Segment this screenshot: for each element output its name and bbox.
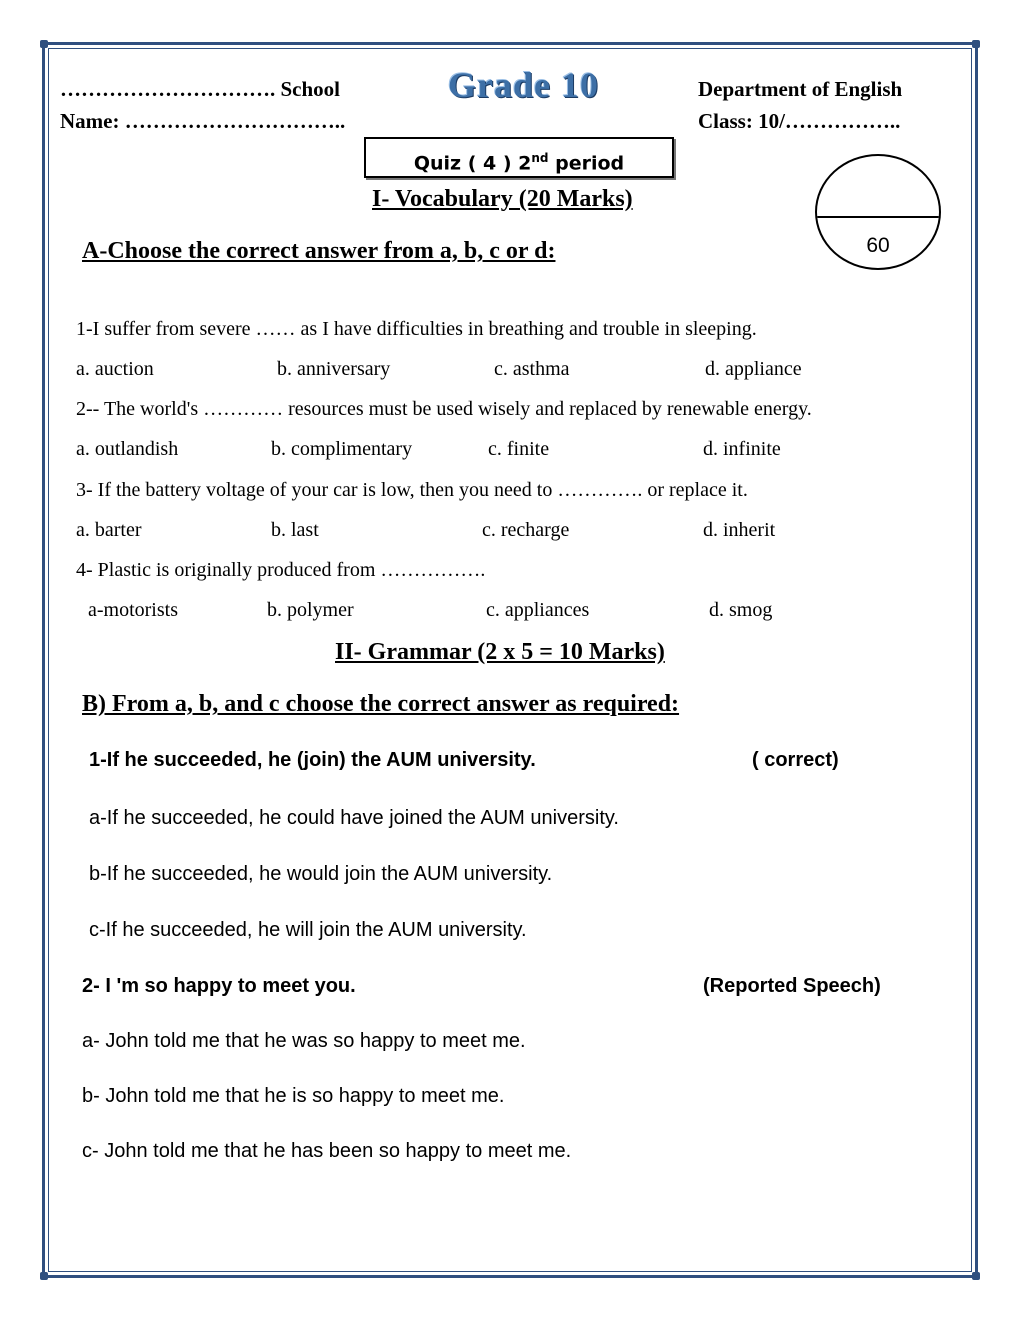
score-circle	[815, 154, 941, 270]
grammar-option: c- John told me that he has been so happy to meet me.	[82, 1140, 572, 1162]
grammar-question-1-tag: ( correct)	[752, 749, 839, 771]
corner-ornament	[40, 1272, 48, 1280]
quiz-title: Quiz ( 4 ) 2	[413, 152, 532, 175]
vocab-option: a. outlandish	[76, 438, 179, 460]
vocabulary-instruction: A-Choose the correct answer from a, b, c or d:	[82, 238, 556, 264]
name-field: Name: …………………………..	[60, 109, 346, 133]
vocab-option: b. complimentary	[271, 438, 413, 460]
corner-ornament	[972, 1272, 980, 1280]
corner-ornament	[972, 40, 980, 48]
vocab-option: c. appliances	[486, 599, 590, 621]
vocab-option: a. barter	[76, 519, 142, 541]
vocab-option: c. finite	[488, 438, 550, 460]
grammar-question-2-tag: (Reported Speech)	[703, 975, 881, 997]
quiz-title-box	[364, 137, 674, 178]
vocab-option: b. anniversary	[277, 358, 391, 380]
grammar-question-1: 1-If he succeeded, he (join) the AUM university.	[89, 749, 536, 771]
quiz-ordinal: nd	[531, 151, 549, 165]
grammar-option: a-If he succeeded, he could have joined the AUM university.	[89, 807, 619, 829]
grade-title: Grade 10	[448, 65, 599, 105]
vocab-option: c. recharge	[482, 519, 570, 541]
class-field: Class: 10/……………..	[698, 109, 901, 133]
vocab-option: d. inherit	[703, 519, 776, 541]
corner-ornament	[40, 40, 48, 48]
grammar-instruction: B) From a, b, and c choose the correct answer as required:	[82, 691, 680, 717]
vocab-question-4: 4- Plastic is originally produced from …………….	[76, 559, 486, 581]
vocabulary-heading: I- Vocabulary (20 Marks)	[372, 186, 633, 212]
department-label: Department of English	[698, 77, 903, 101]
score-divider	[817, 216, 939, 218]
vocab-option: d. appliance	[705, 358, 802, 380]
school-field: …………………………. School	[60, 77, 341, 101]
vocab-question-2: 2-- The world's ………… resources must be used wisely and replaced by renewable energy.	[76, 398, 812, 420]
vocab-option: a. auction	[76, 358, 154, 380]
grammar-option: b- John told me that he is so happy to meet me.	[82, 1085, 505, 1107]
vocab-question-3: 3- If the battery voltage of your car is low, then you need to …………. or replace it.	[76, 479, 748, 501]
vocab-option: b. last	[271, 519, 319, 541]
score-total: 60	[866, 234, 890, 257]
vocab-option: a-motorists	[88, 599, 178, 621]
grammar-option: b-If he succeeded, he would join the AUM university.	[89, 863, 553, 885]
vocab-question-1: 1-I suffer from severe …… as I have difficulties in breathing and trouble in sleeping.	[76, 318, 757, 340]
vocab-option: b. polymer	[267, 599, 354, 621]
grammar-question-2: 2- I 'm so happy to meet you.	[82, 975, 356, 997]
quiz-period: period	[548, 152, 625, 175]
vocab-option: d. infinite	[703, 438, 781, 460]
grammar-option: c-If he succeeded, he will join the AUM university.	[89, 919, 527, 941]
vocab-option: d. smog	[709, 599, 773, 621]
grammar-heading: II- Grammar (2 x 5 = 10 Marks)	[335, 639, 665, 665]
grammar-option: a- John told me that he was so happy to meet me.	[82, 1030, 526, 1052]
vocab-option: c. asthma	[494, 358, 570, 380]
